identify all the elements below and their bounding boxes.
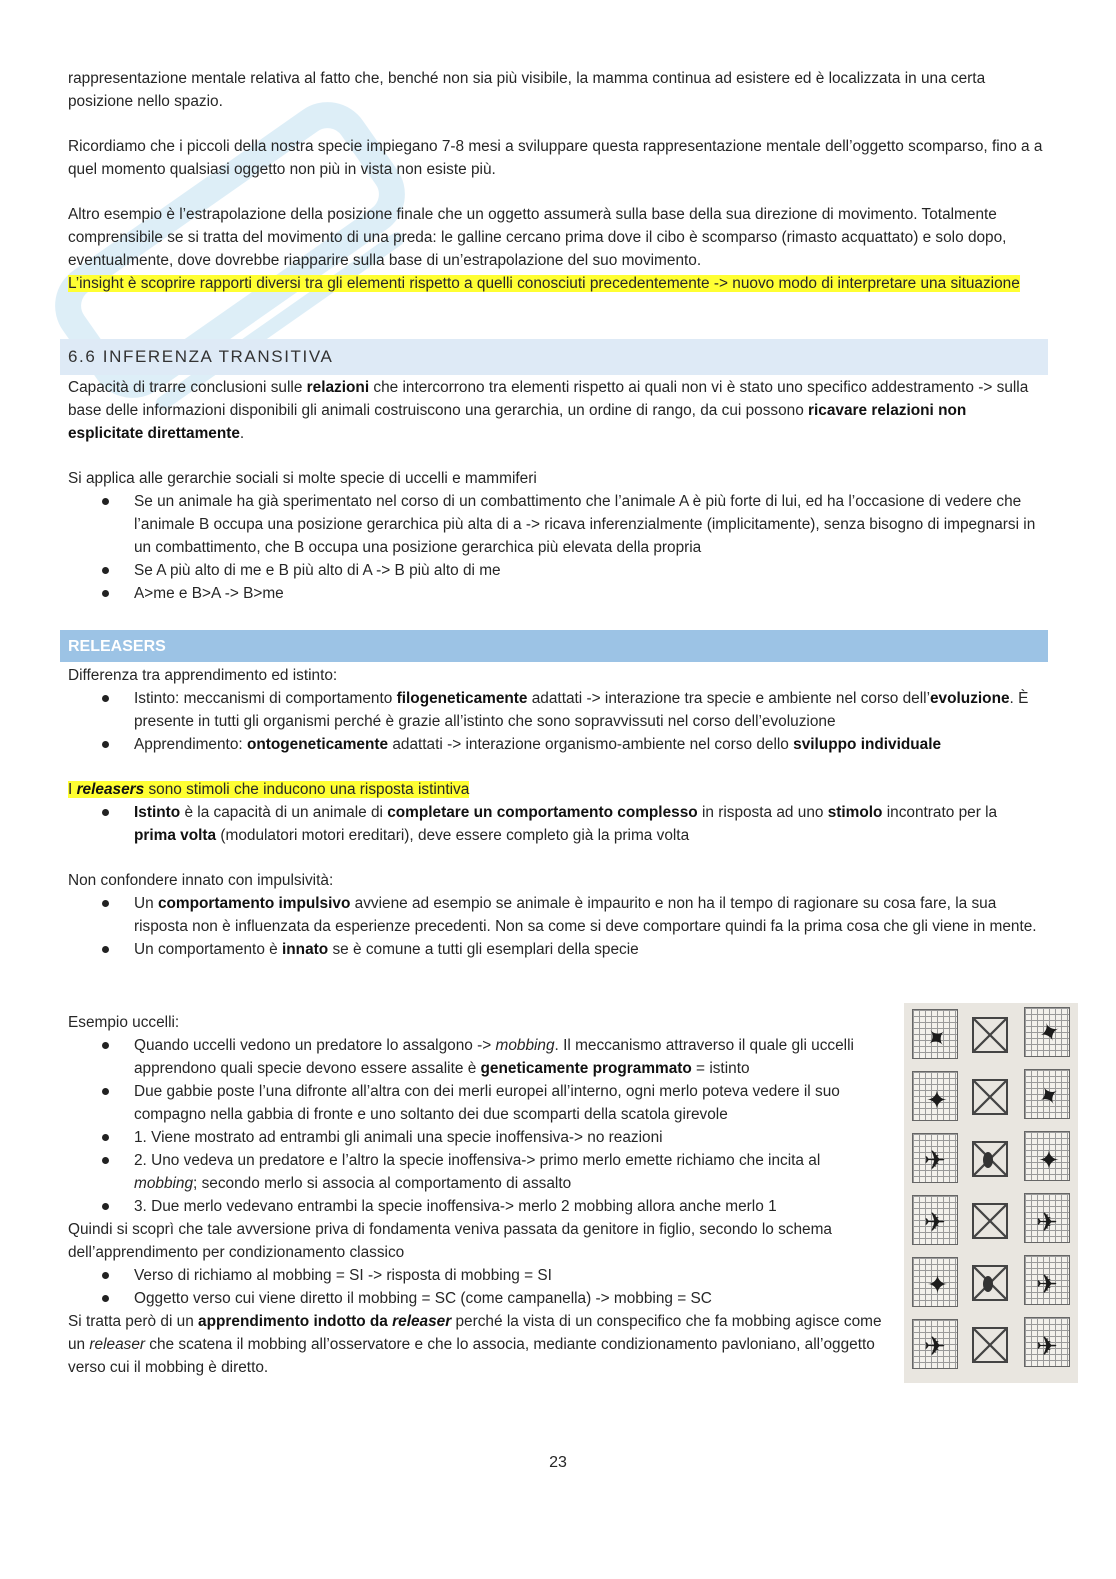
bold-term: prima volta — [134, 827, 217, 844]
uccelli-list-1 — [68, 1034, 883, 1218]
releasers-list-1 — [68, 687, 1043, 756]
rotating-box — [972, 1017, 1008, 1053]
intro-block — [68, 67, 1043, 295]
rotating-box — [972, 1203, 1008, 1239]
text-run: Istinto: meccanismi di comportamento — [134, 690, 397, 707]
page-number: 23 — [549, 1454, 567, 1471]
releasers-list-2 — [68, 801, 1043, 847]
uccelli-list-2 — [68, 1264, 883, 1310]
inferenza-bullet-list — [68, 490, 1043, 605]
bird-icon: ✈ — [1036, 1269, 1058, 1299]
bird-icon: ✦ — [1031, 1077, 1066, 1115]
section-heading-inferenza: 6.6 INFERENZA TRANSITIVA — [60, 339, 1048, 375]
text-run: se è comune a tutti gli esemplari della specie — [328, 941, 639, 958]
list-item — [68, 938, 1043, 961]
bird-icon: ✈ — [1036, 1331, 1058, 1361]
bold-term: ontogeneticamente — [246, 736, 389, 753]
releasers-paragraph-1: Differenza tra apprendimento ed istinto: — [68, 667, 338, 684]
bold-term: completare un comportamento complesso — [387, 804, 698, 821]
text-run: adattati -> interazione tra specie e ambiente nel corso dell’ — [527, 690, 930, 707]
bold-term: relazioni — [306, 379, 370, 396]
list-item — [68, 892, 1043, 938]
releasers-paragraph-2: Non confondere innato con impulsività: — [68, 872, 334, 889]
releasers-list-3 — [68, 892, 1043, 961]
text-run: 2. Uno vedeva un predatore e l’altro la specie inoffensiva-> primo merlo emette richiamo che incita al — [134, 1152, 821, 1169]
text-run: adattati -> interazione organismo-ambiente nel corso dello — [388, 736, 794, 753]
mobbing-experiment-figure — [904, 1003, 1078, 1383]
bold-term: ricavare relazioni non esplicitate direttamente — [68, 402, 967, 442]
bold-term: filogeneticamente — [396, 690, 528, 707]
bird-icon: ✦ — [1031, 1016, 1067, 1048]
text-run: Capacità di trarre conclusioni sulle — [68, 379, 307, 396]
text-run: . Il meccanismo attraverso il quale gli uccelli apprendono quali specie devono essere assalite è — [134, 1037, 854, 1077]
list-item: Oggetto verso cui viene diretto il mobbing = SC (come campanella) -> mobbing = SC — [68, 1287, 883, 1310]
inferenza-paragraph-1 — [68, 376, 1043, 445]
inferenza-block — [68, 376, 1043, 605]
uccelli-paragraph-1: Esempio uccelli: — [68, 1014, 180, 1031]
bold-term: comportamento impulsivo — [157, 895, 351, 912]
text-run: I — [68, 781, 77, 798]
bold-term: evoluzione — [930, 690, 1010, 707]
releasers-block — [68, 664, 1043, 961]
uccelli-paragraph-2: Quindi si scoprì che tale avversione priva di fondamenta veniva passata da genitore in figlio, secondo lo schema dell’apprendimento per condizionamento classico — [68, 1221, 832, 1261]
bold-term: sviluppo individuale — [793, 736, 942, 753]
text-run: . È presente in tutti gli organismi perché è grazie all’istinto che sono sopravvissuti nel corso dell’evoluzione — [134, 690, 1029, 730]
owl-icon — [983, 1276, 993, 1292]
bold-term: stimolo — [827, 804, 883, 821]
text-run: = istinto — [691, 1060, 750, 1077]
list-item — [68, 801, 1043, 847]
list-item: Verso di richiamo al mobbing = SI -> risposta di mobbing = SI — [68, 1264, 883, 1287]
list-item: A>me e B>A -> B>me — [68, 582, 1043, 605]
text-run: Apprendimento: — [134, 736, 247, 753]
rotating-box — [972, 1327, 1008, 1363]
intro-paragraph-1: rappresentazione mentale relativa al fatto che, benché non sia più visibile, la mamma continua ad esistere ed è localizzata in una certa posizione nello spazio. — [68, 70, 986, 110]
text-run: perché la vista di un conspecifico che fa mobbing agisce come un — [68, 1313, 882, 1353]
bold-term: geneticamente programmato — [480, 1060, 692, 1077]
text-run: ; secondo merlo si associa al comportamento di assalto — [193, 1175, 572, 1192]
list-item — [68, 733, 1043, 756]
italic-term: releaser — [89, 1336, 146, 1353]
bird-icon: ✈ — [924, 1145, 946, 1175]
list-item — [68, 1149, 883, 1195]
list-item: Se un animale ha già sperimentato nel corso di un combattimento che l’animale A è più forte di lui, ed ha l’occasione di vedere che l’animale B occupa una posizione gerarchica più alta di a -> ricava inferenzialmente (implicitamente), senza bisogno di impegnarsi in un combattimento, che B occupa una posizione gerarchica più elevata della propria — [68, 490, 1043, 559]
text-run: Un comportamento è — [134, 941, 282, 958]
uccelli-paragraph-3 — [68, 1310, 883, 1379]
insight-highlight: L’insight è scoprire rapporti diversi tra gli elementi rispetto a quelli conosciuti precedentemente -> nuovo modo di interpretare una situazione — [68, 275, 1020, 292]
rotating-box — [972, 1079, 1008, 1115]
uccelli-block — [68, 1011, 883, 1379]
inferenza-paragraph-2: Si applica alle gerarchie sociali si molte specie di uccelli e mammiferi — [68, 470, 537, 487]
text-run: sono stimoli che inducono una risposta istintiva — [144, 781, 470, 798]
bold-term: releasers — [76, 781, 145, 798]
text-run: . — [239, 425, 245, 442]
list-item: 3. Due merlo vedevano entrambi la specie inoffensiva-> merlo 2 mobbing allora anche merlo 1 — [68, 1195, 883, 1218]
italic-term: mobbing — [495, 1037, 555, 1054]
releasers-highlight — [68, 781, 469, 798]
intro-paragraph-4 — [68, 272, 1043, 295]
text-run: è la capacità di un animale di — [180, 804, 388, 821]
bold-term: releaser — [392, 1313, 452, 1330]
list-item: 1. Viene mostrato ad entrambi gli animali una specie inoffensiva-> no reazioni — [68, 1126, 883, 1149]
bird-icon: ✈ — [924, 1207, 946, 1237]
bold-term: innato — [282, 941, 329, 958]
list-item — [68, 687, 1043, 733]
italic-term: mobbing — [134, 1175, 194, 1192]
list-item: Se A più alto di me e B più alto di A -> B più alto di me — [68, 559, 1043, 582]
list-item: Due gabbie poste l’una difronte all’altra con dei merli europei all’interno, ogni merlo poteva vedere il suo compagno nella gabbia di fronte e uno soltanto dei due scomparti della scatola girevole — [68, 1080, 883, 1126]
bold-term: Istinto — [134, 804, 181, 821]
intro-paragraph-2: Ricordiamo che i piccoli della nostra specie impiegano 7-8 mesi a sviluppare questa rappresentazione mentale dell’oggetto scomparso, fino a a quel momento qualsiasi oggetto non più in vista non esiste più. — [68, 138, 1043, 178]
text-run: Un — [134, 895, 158, 912]
bird-icon: ✈ — [924, 1331, 946, 1361]
text-run: incontrato per la — [882, 804, 998, 821]
section-heading-releasers: RELEASERS — [60, 630, 1048, 662]
bird-icon: ✦ — [918, 1019, 955, 1057]
bold-term: apprendimento indotto da — [198, 1313, 393, 1330]
text-run: (modulatori motori ereditari), deve essere completo già la prima volta — [216, 827, 690, 844]
intro-paragraph-3: Altro esempio è l’estrapolazione della posizione finale che un oggetto assumerà sulla base della sua direzione di movimento. Totalmente comprensibile se si tratta del movimento di una preda: le galline cercano prima dove il cibo è scomparso (rimasto acquattato) e solo dopo, eventualmente, dove dovrebbe riapparire sulla base di un’estrapolazione del suo movimento. — [68, 206, 1007, 269]
text-run: in risposta ad uno — [697, 804, 828, 821]
bird-icon: ✈ — [1036, 1207, 1058, 1237]
bird-icon: ✦ — [926, 1085, 948, 1115]
bird-icon: ✦ — [1038, 1145, 1060, 1175]
owl-icon — [983, 1152, 993, 1168]
text-run: che intercorrono tra elementi rispetto ai quali non vi è stato uno specifico addestramento -> sulla base delle informazioni disponibili gli animali costruiscono una gerarchia, un ordine di rango, da cui possono — [68, 379, 1029, 419]
list-item — [68, 1034, 883, 1080]
releasers-highlight-line — [68, 778, 1043, 801]
text-run: Quando uccelli vedono un predatore lo assalgono -> — [134, 1037, 496, 1054]
text-run: che scatena il mobbing all’osservatore e che lo associa, mediante condizionamento pavloniano, all’oggetto verso cui il mobbing è diretto. — [68, 1336, 875, 1376]
text-run: avviene ad esempio se animale è impaurito e non ha il tempo di ragionare su cosa fare, la sua risposta non è influenzata da esperienze precedenti. Non sa come si deve comportare quindi fa la prima cosa che gli viene in mente. — [134, 895, 1037, 935]
bird-icon: ✦ — [921, 1273, 952, 1295]
text-run: Si tratta però di un — [68, 1313, 199, 1330]
